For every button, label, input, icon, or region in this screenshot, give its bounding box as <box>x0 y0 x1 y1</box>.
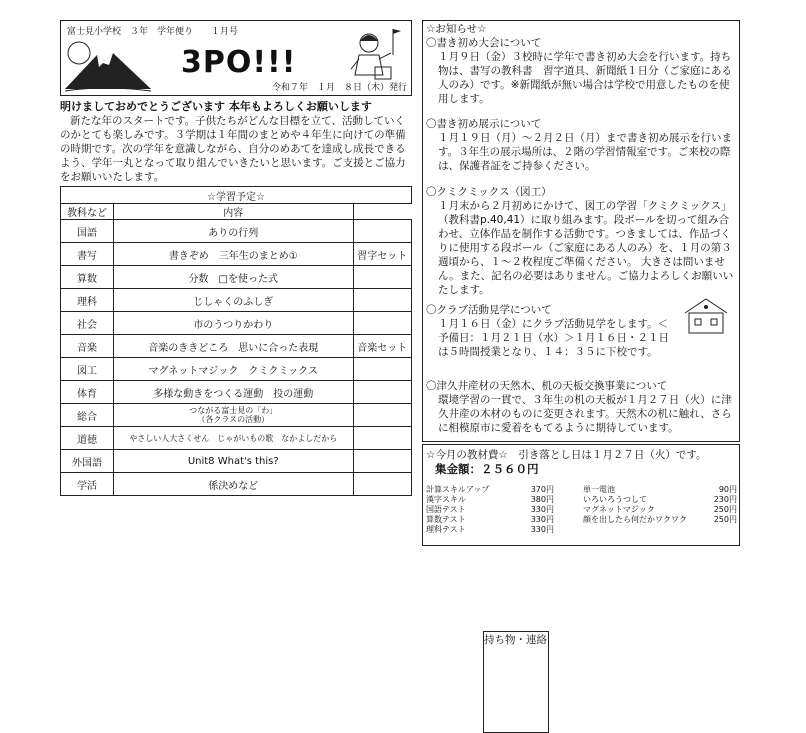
items-cell <box>353 404 411 427</box>
list-item <box>583 505 737 515</box>
content-cell: 多様な動きをつくる運動 投の運動 <box>114 381 354 404</box>
material-price: 330円 <box>530 525 554 534</box>
subject-cell: 図工 <box>61 358 114 381</box>
list-item <box>583 485 737 495</box>
subject-cell: 総合 <box>61 404 114 427</box>
subject-cell: 書写 <box>61 243 114 266</box>
items-cell: 習字セット <box>353 243 411 266</box>
items-cell <box>353 427 411 450</box>
material-price: 370円 <box>530 485 554 494</box>
notice-body: １月末から２月初めにかけて、図工の学習「クミクミックス」（教科書p.40,41）に取り組みます。段ボールを切って組み合わせ、立体作品を制作する活動です。つきましては、作品づくりに使用する段ボール（ご家庭にある人のみ）を、１月の第３週頃から、１〜２枚程度ご準備ください。 大きさは問いません。また、記名の必要はありません。ご協力よろしくお願いいたします。 <box>438 200 734 296</box>
subject-cell: 道徳 <box>61 427 114 450</box>
list-item <box>583 495 737 505</box>
table-row <box>61 427 412 450</box>
material-name: 顔を出したら何だかワクワク <box>583 515 687 524</box>
issue-date: 令和７年 １月 ８日（木）発行 <box>271 83 407 93</box>
material-price: 380円 <box>530 495 554 504</box>
subject-cell: 国語 <box>61 220 114 243</box>
subject-cell: 算数 <box>61 266 114 289</box>
materials-list-left <box>426 485 554 535</box>
material-name: 計算スキルアップ <box>426 485 490 494</box>
notice-title: 〇書き初め大会について <box>426 37 542 49</box>
intro-body: 新たな年のスタートです。子供たちがどんな目標を立て、活動していくのかとても楽しみです。３学期は１年間のまとめや４年生に向けての準備の時期です。次の学年を意識しながら、自分のめあてを達成し成長できるよう、学年一丸となって取り組んでいきたいと思います。ご支援とご協力をお願いいたします。 <box>60 115 406 183</box>
notice-body: 環境学習の一貫で、３年生の机の天板が１月２７日（火）に津久井産の木材のものに変更されます。天然木の机に触れ、さらに相模原市に愛着をもてるように期待しています。 <box>438 394 732 434</box>
subject-cell: 音楽 <box>61 335 114 358</box>
content-cell: マグネットマジック クミクミックス <box>114 358 354 381</box>
list-item <box>583 515 737 525</box>
schedule-title: ☆学習予定☆ <box>61 187 412 204</box>
notice-title: 〇クミクミックス（図工） <box>426 186 552 198</box>
table-row <box>61 473 412 496</box>
material-price: 250円 <box>713 505 737 514</box>
content-cell <box>114 404 354 427</box>
material-name: 国語テスト <box>426 505 466 514</box>
subject-cell: 理科 <box>61 289 114 312</box>
table-row <box>61 312 412 335</box>
notice-item <box>426 36 738 106</box>
subject-cell: 外国語 <box>61 450 114 473</box>
school-house-illustration <box>681 295 731 335</box>
items-cell: 音楽セット <box>353 335 411 358</box>
content-line-2: （各クラスの活動） <box>197 415 270 424</box>
items-cell <box>353 289 411 312</box>
content-cell: 書きぞめ 三年生のまとめ① <box>114 243 354 266</box>
notice-title: 〇津久井産材の天然木、机の天板交換事業について <box>426 380 668 392</box>
content-cell: Unit8 What's this? <box>114 450 354 473</box>
intro-section <box>60 100 412 184</box>
material-name: いろいろうつして <box>583 495 647 504</box>
table-row <box>61 220 412 243</box>
content-cell: 分数 □を使った式 <box>114 266 354 289</box>
table-row <box>61 266 412 289</box>
material-name: 単一電池 <box>583 485 615 494</box>
material-price: 330円 <box>530 505 554 514</box>
notices-title: ☆お知らせ☆ <box>426 23 487 35</box>
notice-item <box>426 379 738 435</box>
content-cell: 市のうつりかわり <box>114 312 354 335</box>
table-row <box>61 335 412 358</box>
items-cell <box>353 358 411 381</box>
materials-list-right <box>583 485 737 525</box>
material-name: 理科テスト <box>426 525 466 534</box>
notice-item <box>426 303 678 359</box>
notice-title: 〇クラブ活動見学について <box>426 304 552 316</box>
list-item <box>426 505 554 515</box>
content-cell: 音楽のききどころ 思いに合った表現 <box>114 335 354 358</box>
material-price: 250円 <box>713 515 737 524</box>
notice-body: １月１６日（金）にクラブ活動見学をします。＜予備日：１月２１日（水）＞１月１６日・２１日は５時間授業となり、１４：３５に下校です。 <box>438 318 669 358</box>
list-item <box>426 515 554 525</box>
subject-cell: 体育 <box>61 381 114 404</box>
material-price: 90円 <box>718 485 737 494</box>
list-item <box>426 485 554 495</box>
notice-body: １月９日（金）３校時に学年で書き初め大会を行います。持ち物は、書写の教科書 習字道具、新聞紙１日分（ご家庭にある人のみ）です。※新聞紙が無い場合は学校で用意したものを使用します。 <box>438 51 732 105</box>
items-cell <box>353 450 411 473</box>
table-row <box>61 289 412 312</box>
material-name: 算数テスト <box>426 515 466 524</box>
content-cell: じしゃくのふしぎ <box>114 289 354 312</box>
material-price: 330円 <box>530 515 554 524</box>
items-cell <box>353 381 411 404</box>
materials-title: ☆今月の教材費☆ 引き落とし日は１月２７日（火）です。 <box>426 449 707 461</box>
school-line: 富士見小学校 ３年 学年便り １月号 <box>67 27 239 37</box>
notice-item <box>426 185 738 297</box>
items-cell <box>353 220 411 243</box>
column-header-items: 持ち物・連絡 <box>483 631 549 733</box>
notices-box <box>422 20 740 442</box>
table-row <box>61 404 412 427</box>
subject-cell: 社会 <box>61 312 114 335</box>
material-name: 漢字スキル <box>426 495 466 504</box>
column-header-subject: 教科など <box>61 204 114 220</box>
table-row <box>61 450 412 473</box>
materials-total: 集金額：２５６０円 <box>435 462 539 476</box>
content-cell: ありの行列 <box>114 220 354 243</box>
notice-item <box>426 117 738 173</box>
content-line-1: つながる富士見の「わ」 <box>189 406 278 415</box>
notice-body: １月１９日（月）〜２月２日（月）まで書き初め展示を行います。３年生の展示場所は、２階の学習情報室です。ご来校の際は、保護者証をご持参ください。 <box>438 132 732 172</box>
list-item <box>426 495 554 505</box>
notice-title: 〇書き初め展示について <box>426 118 542 130</box>
content-cell: やさしい人大さくせん じゃがいもの歌 なかよしだから <box>114 427 354 450</box>
intro-heading: 明けましておめでとうございます 本年もよろしくお願いします <box>60 100 372 113</box>
material-name: マグネットマジック <box>583 505 655 514</box>
items-cell <box>353 312 411 335</box>
materials-box <box>422 444 740 546</box>
items-cell <box>353 473 411 496</box>
column-header-content: 内容 <box>114 204 354 220</box>
table-row <box>61 381 412 404</box>
list-item <box>426 525 554 535</box>
newsletter-header <box>60 20 412 96</box>
mount-fuji-illustration <box>65 35 153 95</box>
content-cell: 係決めなど <box>114 473 354 496</box>
newsletter-title: 3PO!!! <box>181 45 297 80</box>
material-price: 230円 <box>713 495 737 504</box>
student-illustration <box>347 25 403 85</box>
items-cell <box>353 266 411 289</box>
subject-cell: 学活 <box>61 473 114 496</box>
table-row <box>61 358 412 381</box>
table-row <box>61 243 412 266</box>
